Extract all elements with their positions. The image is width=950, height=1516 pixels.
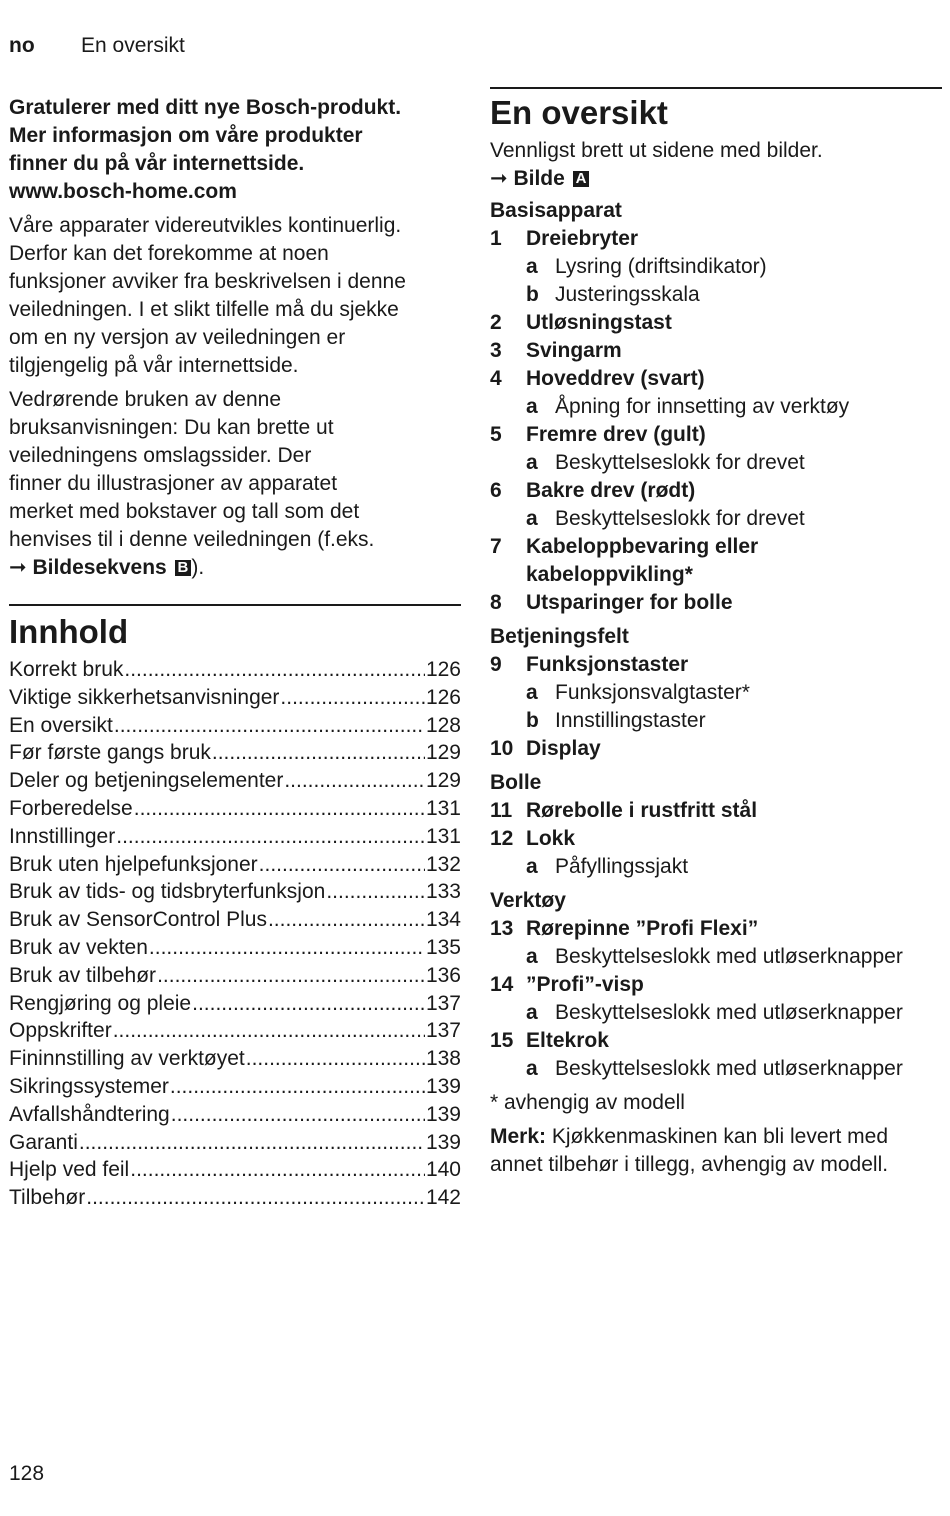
figure-reference-label: Bildesekvens: [32, 556, 167, 579]
toc-entry-page: 131: [425, 796, 461, 820]
part-item: [490, 915, 942, 943]
part-label-line: Kabeloppbevaring eller: [526, 535, 759, 558]
paragraph-line: Våre apparater videreutvikles kontinuerlig.: [9, 214, 402, 237]
part-label-line: ”Profi”-visp: [526, 973, 644, 996]
toc-entry[interactable]: [9, 1156, 461, 1184]
toc-entry-title: Rengjøring og pleie: [9, 991, 192, 1015]
part-label-line: Display: [526, 737, 601, 760]
subitem-letter: b: [526, 709, 539, 732]
toc-leader-dots: [259, 851, 425, 879]
part-item: [490, 797, 942, 825]
group-heading: Betjeningsfelt: [490, 625, 629, 648]
part-item: [490, 477, 942, 505]
subitem-letter: a: [526, 855, 538, 878]
part-number: 6: [490, 479, 502, 502]
toc-leader-dots: [284, 767, 425, 795]
part-item: [490, 421, 942, 449]
figure-reference: [9, 554, 461, 582]
language-code: no: [9, 34, 35, 57]
toc-entry[interactable]: [9, 906, 461, 934]
toc-leader-dots: [86, 1184, 425, 1212]
part-item: [490, 225, 942, 253]
page-number: 128: [9, 1462, 45, 1485]
group-heading: Bolle: [490, 771, 542, 794]
toc-entry-page: 133: [425, 880, 461, 904]
subitem-label: Innstillingstaster: [555, 709, 706, 732]
toc-entry[interactable]: [9, 1045, 461, 1073]
toc-leader-dots: [114, 712, 425, 740]
part-item: [490, 337, 942, 365]
section-divider: [490, 87, 942, 89]
toc-entry-title: Viktige sikkerhetsanvisninger: [9, 685, 280, 709]
paragraph-line: bruksanvisningen: Du kan brette ut: [9, 416, 334, 439]
toc-leader-dots: [171, 1101, 425, 1129]
arrow-icon: ➞: [490, 167, 508, 190]
toc-leader-dots: [326, 878, 425, 906]
figure-reference: [490, 165, 942, 193]
toc-entry[interactable]: [9, 1184, 461, 1212]
part-label-line: Rørepinne ”Profi Flexi”: [526, 917, 759, 940]
part-subitem: [490, 853, 942, 881]
toc-leader-dots: [134, 795, 425, 823]
paragraph-line: funksjoner avviker fra beskrivelsen i denne: [9, 270, 406, 293]
toc-leader-dots: [157, 962, 425, 990]
part-item: [490, 971, 942, 999]
toc-entry[interactable]: [9, 712, 461, 740]
subitem-letter: a: [526, 255, 538, 278]
toc-title: Innhold: [9, 613, 129, 650]
toc-leader-dots: [79, 1129, 425, 1157]
toc-entry-title: Garanti: [9, 1130, 78, 1154]
toc-entry[interactable]: [9, 795, 461, 823]
toc-entry[interactable]: [9, 1129, 461, 1157]
part-number: 3: [490, 339, 502, 362]
overview-title: En oversikt: [490, 94, 668, 131]
toc-entry-title: Bruk uten hjelpefunksjoner: [9, 852, 258, 876]
part-subitem: [490, 505, 942, 533]
toc-entry[interactable]: [9, 990, 461, 1018]
group-heading: Basisapparat: [490, 199, 622, 222]
part-subitem: [490, 1055, 942, 1083]
toc-entry[interactable]: [9, 851, 461, 879]
part-subitem: [490, 707, 942, 735]
paragraph-line: finner du illustrasjoner av apparatet: [9, 472, 338, 495]
toc-entry-page: 140: [425, 1158, 461, 1182]
toc-entry[interactable]: [9, 1073, 461, 1101]
intro-line: finner du på vår internettside.: [9, 152, 305, 175]
toc-entry-title: Tilbehør: [9, 1186, 86, 1210]
info-paragraph: [9, 212, 461, 380]
part-label-line: Utløsningstast: [526, 311, 672, 334]
part-label: [526, 797, 757, 825]
toc-entry-title: Avfallshåndtering: [9, 1102, 170, 1126]
toc-entry-title: Oppskrifter: [9, 1019, 112, 1043]
part-label-line: kabeloppvikling*: [526, 563, 693, 586]
part-item: [490, 533, 942, 589]
part-label-line: Lokk: [526, 827, 576, 850]
figure-reference-label: Bilde: [513, 167, 565, 190]
part-number: 7: [490, 535, 502, 558]
part-label: [526, 971, 644, 999]
subitem-label: Justeringsskala: [555, 283, 700, 306]
note-label: Merk:: [490, 1125, 547, 1148]
part-number: 14: [490, 973, 514, 996]
toc-leader-dots: [212, 739, 425, 767]
part-label-line: Utsparinger for bolle: [526, 591, 733, 614]
part-number: 4: [490, 367, 502, 390]
subitem-label: Beskyttelseslokk for drevet: [555, 507, 805, 530]
part-label: [526, 735, 601, 763]
toc-entry-page: 132: [425, 852, 461, 876]
part-label: [526, 225, 638, 253]
toc-entry[interactable]: [9, 823, 461, 851]
toc-leader-dots: [280, 684, 425, 712]
part-label-line: Svingarm: [526, 339, 622, 362]
intro-text: [9, 94, 461, 206]
part-number: 8: [490, 591, 502, 614]
toc-entry-page: 142: [425, 1186, 461, 1210]
toc-entry-title: Bruk av vekten: [9, 935, 148, 959]
toc-entry[interactable]: [9, 739, 461, 767]
part-label-line: Funksjonstaster: [526, 653, 689, 676]
toc-entry-page: 139: [425, 1102, 461, 1126]
toc-entry[interactable]: [9, 767, 461, 795]
website-link[interactable]: www.bosch-home.com: [9, 180, 237, 203]
intro-line: Gratulerer med ditt nye Bosch-produkt.: [9, 96, 402, 119]
part-number: 5: [490, 423, 502, 446]
part-subitem: [490, 449, 942, 477]
part-item: [490, 589, 942, 617]
paragraph-line: Vedrørende bruken av denne: [9, 388, 282, 411]
toc-entry-title: Sikringssystemer: [9, 1074, 169, 1098]
toc-entry-title: Fininnstilling av verktøyet: [9, 1047, 245, 1071]
toc-entry-page: 135: [425, 935, 461, 959]
part-label: [526, 421, 706, 449]
part-label-line: Dreiebryter: [526, 227, 639, 250]
toc-leader-dots: [268, 906, 425, 934]
toc-entry-title: En oversikt: [9, 713, 113, 737]
toc-entry[interactable]: [9, 684, 461, 712]
paragraph-line: tilgjengelig på vår internettside.: [9, 354, 299, 377]
note-line: Kjøkkenmaskinen kan bli levert med: [546, 1125, 889, 1148]
figure-letter-badge: B: [175, 560, 192, 576]
part-label: [526, 309, 672, 337]
left-column: [9, 94, 461, 1212]
header-title: En oversikt: [81, 34, 185, 57]
subitem-label: Lysring (driftsindikator): [555, 255, 767, 278]
toc-entry-title: Forberedelse: [9, 796, 133, 820]
subitem-letter: a: [526, 395, 538, 418]
subitem-label: Beskyttelseslokk for drevet: [555, 451, 805, 474]
toc-leader-dots: [113, 1017, 425, 1045]
toc-entry-title: Bruk av tilbehør: [9, 963, 157, 987]
toc-entry-title: Før første gangs bruk: [9, 741, 211, 765]
paragraph-line: Derfor kan det forekomme at noen: [9, 242, 329, 265]
footnote: * avhengig av modell: [490, 1091, 685, 1114]
subitem-letter: a: [526, 945, 538, 968]
part-number: 9: [490, 653, 502, 676]
toc-entry-page: 136: [425, 963, 461, 987]
right-column: [490, 87, 942, 1179]
table-of-contents: [9, 656, 461, 1212]
toc-entry-title: Innstillinger: [9, 824, 116, 848]
part-label: [526, 1027, 609, 1055]
subitem-letter: a: [526, 1001, 538, 1024]
note: [490, 1123, 942, 1179]
paragraph-line: merket med bokstaver og tall som det: [9, 500, 360, 523]
subitem-label: Funksjonsvalgtaster*: [555, 681, 750, 704]
section-divider: [9, 604, 461, 606]
figure-letter-badge: A: [573, 171, 590, 187]
part-label-line: Hoveddrev (svart): [526, 367, 705, 390]
toc-entry[interactable]: [9, 934, 461, 962]
part-subitem: [490, 281, 942, 309]
toc-entry-page: 137: [425, 1019, 461, 1043]
part-label-line: Eltekrok: [526, 1029, 609, 1052]
toc-leader-dots: [246, 1045, 425, 1073]
arrow-icon: ➞: [9, 556, 27, 579]
part-number: 1: [490, 227, 502, 250]
toc-entry-page: 129: [425, 741, 461, 765]
subitem-letter: a: [526, 1057, 538, 1080]
toc-entry-page: 128: [425, 713, 461, 737]
toc-entry-title: Bruk av tids- og tidsbryterfunksjon: [9, 880, 326, 904]
toc-leader-dots: [124, 656, 425, 684]
toc-entry[interactable]: [9, 962, 461, 990]
figure-reference-tail: ).: [191, 556, 205, 579]
toc-entry-page: 139: [425, 1130, 461, 1154]
part-subitem: [490, 393, 942, 421]
part-subitem: [490, 253, 942, 281]
subitem-label: Beskyttelseslokk med utløserknapper: [555, 945, 903, 968]
part-number: 11: [490, 799, 513, 822]
subitem-label: Åpning for innsetting av verktøy: [555, 395, 850, 418]
toc-entry-page: 126: [425, 658, 461, 681]
part-label: [526, 365, 705, 393]
toc-entry-page: 129: [425, 769, 461, 793]
part-label-line: Bakre drev (rødt): [526, 479, 696, 502]
paragraph-line: henvises til i denne veiledningen (f.eks.: [9, 528, 375, 551]
subitem-letter: a: [526, 681, 538, 704]
toc-entry-page: 139: [425, 1074, 461, 1098]
paragraph-line: veiledningen. I et slikt tilfelle må du sjekke: [9, 298, 399, 321]
subitem-label: Beskyttelseslokk med utløserknapper: [555, 1057, 903, 1080]
part-number: 15: [490, 1029, 514, 1052]
toc-entry-page: 137: [425, 991, 461, 1015]
part-item: [490, 1027, 942, 1055]
part-label: [526, 651, 688, 679]
part-label: [526, 915, 758, 943]
part-item: [490, 825, 942, 853]
intro-line: Mer informasjon om våre produkter: [9, 124, 363, 147]
part-number: 10: [490, 737, 514, 760]
part-label: [526, 337, 622, 365]
toc-leader-dots: [149, 934, 425, 962]
part-number: 12: [490, 827, 514, 850]
toc-entry-title: Hjelp ved feil: [9, 1158, 130, 1182]
subitem-letter: a: [526, 451, 538, 474]
subitem-label: Beskyttelseslokk med utløserknapper: [555, 1001, 903, 1024]
part-item: [490, 309, 942, 337]
toc-leader-dots: [116, 823, 425, 851]
paragraph-line: veiledningens omslagssider. Der: [9, 444, 312, 467]
toc-leader-dots: [192, 990, 425, 1018]
group-heading: Verktøy: [490, 889, 566, 912]
toc-entry-title: Bruk av SensorControl Plus: [9, 908, 267, 932]
part-item: [490, 735, 942, 763]
part-label: [526, 589, 733, 617]
part-item: [490, 651, 942, 679]
note-line: annet tilbehør i tillegg, avhengig av modell.: [490, 1153, 889, 1176]
toc-leader-dots: [170, 1073, 425, 1101]
toc-entry[interactable]: [9, 656, 461, 684]
toc-entry-page: 134: [425, 908, 461, 932]
toc-entry-page: 126: [425, 685, 461, 709]
part-label: [526, 477, 695, 505]
toc-entry-title: Korrekt bruk: [9, 658, 124, 681]
part-subitem: [490, 943, 942, 971]
part-label: [526, 825, 575, 853]
part-subitem: [490, 999, 942, 1027]
toc-leader-dots: [130, 1156, 425, 1184]
paragraph-line: om en ny versjon av veiledningen er: [9, 326, 346, 349]
parts-list: [490, 197, 942, 1083]
part-label-line: Fremre drev (gult): [526, 423, 706, 446]
part-subitem: [490, 679, 942, 707]
subitem-letter: b: [526, 283, 539, 306]
part-number: 13: [490, 917, 514, 940]
toc-entry-page: 138: [425, 1047, 461, 1071]
toc-entry[interactable]: [9, 878, 461, 906]
part-number: 2: [490, 311, 502, 334]
subitem-letter: a: [526, 507, 538, 530]
overview-subtitle: Vennligst brett ut sidene med bilder.: [490, 139, 823, 162]
page-header: [9, 34, 185, 58]
part-label: [526, 533, 758, 589]
subitem-label: Påfyllingssjakt: [555, 855, 689, 878]
part-label-line: Rørebolle i rustfritt stål: [526, 799, 758, 822]
part-item: [490, 365, 942, 393]
usage-paragraph: [9, 386, 461, 582]
toc-entry[interactable]: [9, 1101, 461, 1129]
toc-entry-page: 131: [425, 824, 461, 848]
toc-entry[interactable]: [9, 1017, 461, 1045]
toc-entry-title: Deler og betjeningselementer: [9, 769, 284, 793]
